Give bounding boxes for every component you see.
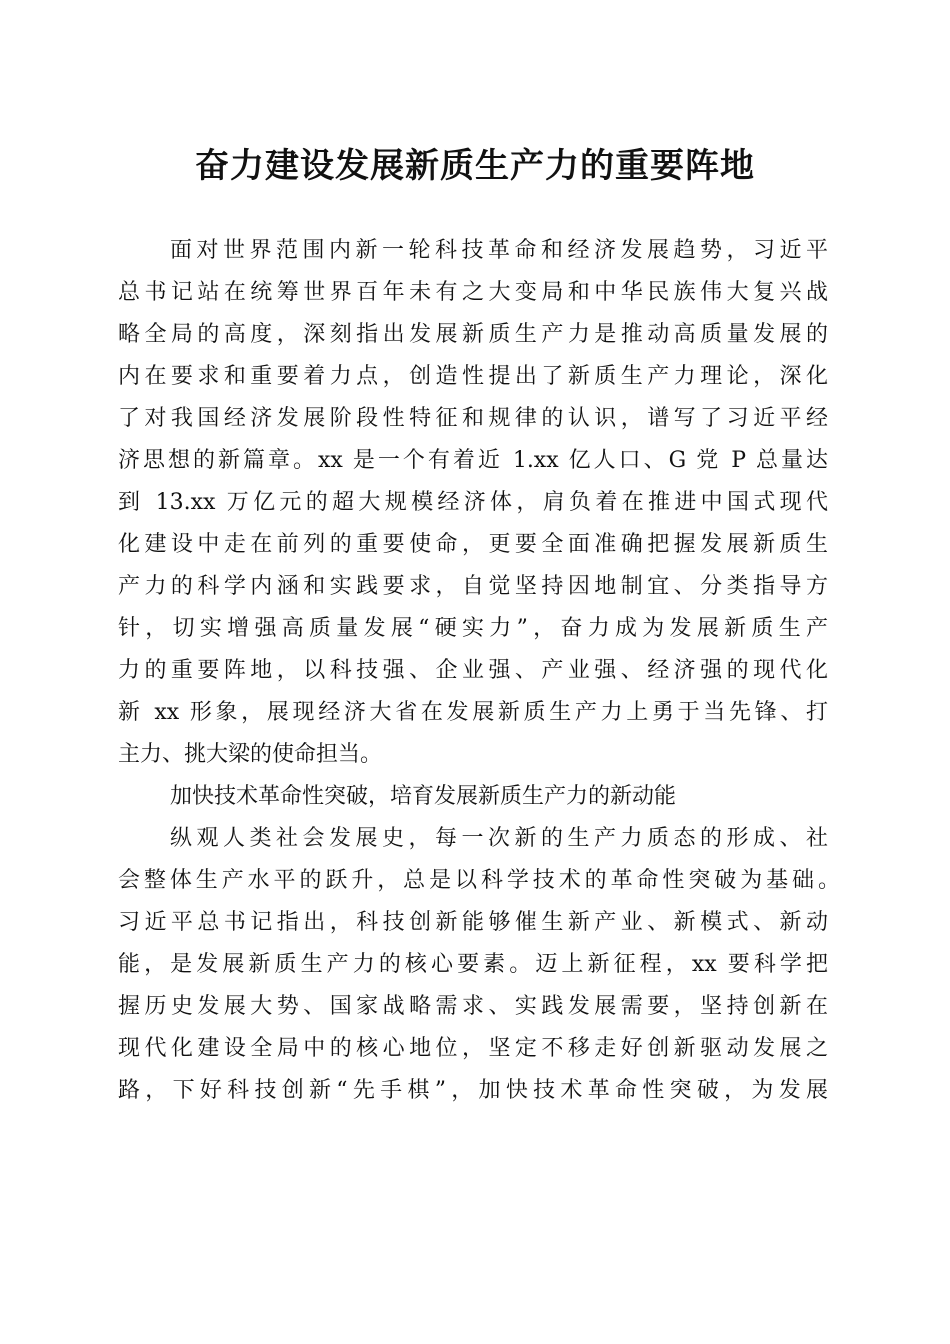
- text-line: 新 xx 形象，展现经济大省在发展新质生产力上勇于当先锋、打: [118, 700, 828, 725]
- text-line: 内在要求和重要着力点，创造性提出了新质生产力理论，深化: [118, 364, 828, 389]
- paragraph-intro: [118, 230, 828, 776]
- document-body: [118, 230, 840, 1112]
- text-line: 总书记站在统筹世界百年未有之大变局和中华民族伟大复兴战: [118, 280, 828, 305]
- text-line: 主力、挑大梁的使命担当。: [118, 742, 383, 767]
- text-line: 到 13.xx 万亿元的超大规模经济体，肩负着在推进中国式现代: [118, 490, 828, 515]
- text-line: 了对我国经济发展阶段性特征和规律的认识，谱写了习近平经: [118, 406, 828, 431]
- text-line: 产力的科学内涵和实践要求，自觉坚持因地制宜、分类指导方: [118, 574, 828, 599]
- text-line: 面对世界范围内新一轮科技革命和经济发展趋势，习近平: [170, 238, 828, 263]
- text-line: 济思想的新篇章。xx 是一个有着近 1.xx 亿人口、G 党 P 总量达: [118, 448, 828, 473]
- text-line: 能，是发展新质生产力的核心要素。迈上新征程，xx 要科学把: [118, 952, 828, 977]
- text-line: 略全局的高度，深刻指出发展新质生产力是推动高质量发展的: [118, 322, 828, 347]
- text-line: 加快技术革命性突破，培育发展新质生产力的新动能: [170, 784, 677, 809]
- text-line: 现代化建设全局中的核心地位，坚定不移走好创新驱动发展之: [118, 1036, 828, 1061]
- section-heading: [118, 776, 828, 818]
- text-line: 握历史发展大势、国家战略需求、实践发展需要，坚持创新在: [118, 994, 828, 1019]
- text-line: 化建设中走在前列的重要使命，更要全面准确把握发展新质生: [118, 532, 828, 557]
- document-title: 奋力建设发展新质生产力的重要阵地: [195, 146, 755, 186]
- text-line: 纵观人类社会发展史，每一次新的生产力质态的形成、社: [170, 826, 828, 851]
- text-line: 会整体生产水平的跃升，总是以科学技术的革命性突破为基础。: [118, 868, 840, 893]
- paragraph-tech: [118, 818, 840, 1112]
- text-line: 习近平总书记指出，科技创新能够催生新产业、新模式、新动: [118, 910, 828, 935]
- text-line: 针，切实增强高质量发展“硬实力”，奋力成为发展新质生产: [118, 616, 828, 641]
- text-line: 力的重要阵地，以科技强、企业强、产业强、经济强的现代化: [118, 658, 828, 683]
- text-line: 路，下好科技创新“先手棋”，加快技术革命性突破，为发展: [118, 1078, 828, 1103]
